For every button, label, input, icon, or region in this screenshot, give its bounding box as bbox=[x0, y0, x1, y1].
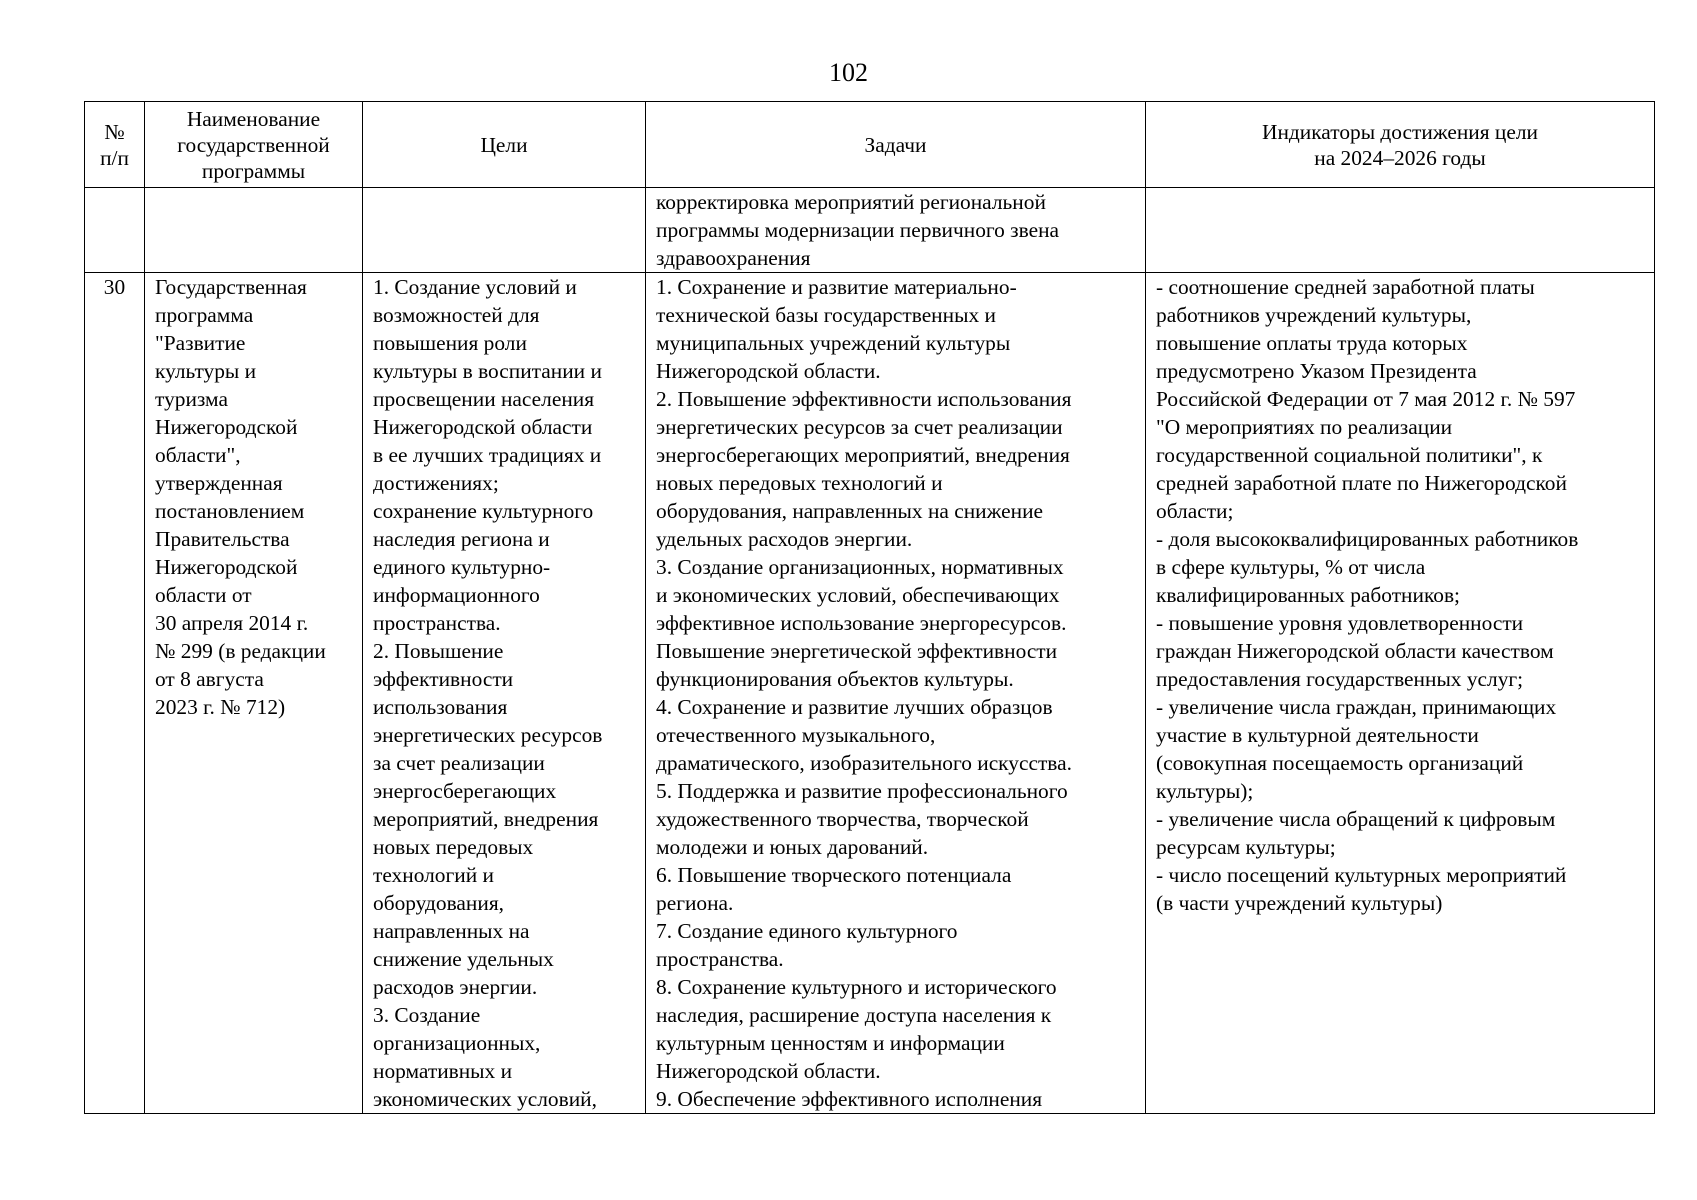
cell-tasks bbox=[646, 273, 1146, 1114]
text-line: возможностей для bbox=[373, 303, 540, 327]
text-line: программа bbox=[155, 303, 254, 327]
cell-num bbox=[85, 188, 145, 273]
text-line: - соотношение средней заработной платы bbox=[1156, 275, 1535, 299]
cell-goals bbox=[363, 188, 646, 273]
text-line: Правительства bbox=[155, 527, 290, 551]
text-line: Повышение энергетической эффективности bbox=[656, 639, 1058, 663]
text-line: повышения роли bbox=[373, 331, 527, 355]
cell-num: 30 bbox=[85, 273, 145, 1114]
text-line: отечественного музыкального, bbox=[656, 723, 936, 747]
text-line: области", bbox=[155, 443, 241, 467]
text-line: наследия, расширение доступа населения к bbox=[656, 1003, 1052, 1027]
text-line: 3. Создание организационных, нормативных bbox=[656, 555, 1064, 579]
text-line: энергетических ресурсов за счет реализации bbox=[656, 415, 1063, 439]
text-line: квалифицированных работников; bbox=[1156, 583, 1461, 607]
text-line: пространства. bbox=[656, 947, 784, 971]
text-line: функционирования объектов культуры. bbox=[656, 667, 1014, 691]
text-line: в сфере культуры, % от числа bbox=[1156, 555, 1426, 579]
text-line: работников учреждений культуры, bbox=[1156, 303, 1472, 327]
text-line: предоставления государственных услуг; bbox=[1156, 667, 1524, 691]
text-line: "Развитие bbox=[155, 331, 246, 355]
text-line: нормативных и bbox=[373, 1059, 513, 1083]
text-line: 3. Создание bbox=[373, 1003, 481, 1027]
text-line: Цели bbox=[480, 132, 528, 157]
text-line: энергосберегающих мероприятий, внедрения bbox=[656, 443, 1070, 467]
text-line: сохранение культурного bbox=[373, 499, 594, 523]
text-line: художественного творчества, творческой bbox=[656, 807, 1029, 831]
text-line: "О мероприятиях по реализации bbox=[1156, 415, 1453, 439]
text-line: постановлением bbox=[155, 499, 305, 523]
text-line: мероприятий, внедрения bbox=[373, 807, 599, 831]
text-line: Российской Федерации от 7 мая 2012 г. № 597 bbox=[1156, 387, 1576, 411]
text-line: участие в культурной деятельности bbox=[1156, 723, 1479, 747]
cell-program-name bbox=[145, 188, 363, 273]
text-line: № bbox=[104, 119, 125, 144]
text-line: драматического, изобразительного искусства. bbox=[656, 751, 1072, 775]
text-line: предусмотрено Указом Президента bbox=[1156, 359, 1477, 383]
text-line: муниципальных учреждений культуры bbox=[656, 331, 1011, 355]
text-line: оборудования, bbox=[373, 891, 505, 915]
text-line: экономических условий, bbox=[373, 1087, 597, 1111]
text-line: просвещении населения bbox=[373, 387, 595, 411]
text-line: оборудования, направленных на снижение bbox=[656, 499, 1044, 523]
text-line: - увеличение числа обращений к цифровым bbox=[1156, 807, 1556, 831]
text-line: области от bbox=[155, 583, 252, 607]
header-tasks bbox=[646, 102, 1146, 188]
text-line: Нижегородской области. bbox=[656, 359, 881, 383]
text-line: технической базы государственных и bbox=[656, 303, 996, 327]
text-line: Индикаторы достижения цели bbox=[1262, 119, 1538, 144]
text-line: области; bbox=[1156, 499, 1234, 523]
text-line: Нижегородской области bbox=[373, 415, 593, 439]
text-line: культурным ценностям и информации bbox=[656, 1031, 1005, 1055]
text-line: 2023 г. № 712) bbox=[155, 695, 286, 719]
text-line: 8. Сохранение культурного и исторического bbox=[656, 975, 1057, 999]
text-line: удельных расходов энергии. bbox=[656, 527, 913, 551]
text-line: от 8 августа bbox=[155, 667, 264, 691]
text-line: 2. Повышение эффективности использования bbox=[656, 387, 1072, 411]
cell-tasks bbox=[646, 188, 1146, 273]
text-line: новых передовых bbox=[373, 835, 534, 859]
text-line: и экономических условий, обеспечивающих bbox=[656, 583, 1060, 607]
text-line: утвержденная bbox=[155, 471, 283, 495]
text-line: информационного bbox=[373, 583, 540, 607]
text-line: за счет реализации bbox=[373, 751, 545, 775]
text-line: в ее лучших традициях и bbox=[373, 443, 602, 467]
text-line: корректировка мероприятий региональной bbox=[656, 190, 1046, 214]
text-line: новых передовых технологий и bbox=[656, 471, 943, 495]
text-line: эффективное использование энергоресурсов. bbox=[656, 611, 1067, 635]
text-line: 9. Обеспечение эффективного исполнения bbox=[656, 1087, 1043, 1111]
text-line: - повышение уровня удовлетворенности bbox=[1156, 611, 1524, 635]
table-row-continuation bbox=[85, 188, 1655, 273]
text-line: государственной bbox=[177, 132, 330, 157]
cell-program-name bbox=[145, 273, 363, 1114]
page-number: 102 bbox=[829, 58, 868, 87]
header-program-name bbox=[145, 102, 363, 188]
text-line: 5. Поддержка и развитие профессионального bbox=[656, 779, 1068, 803]
cell-indicators bbox=[1146, 273, 1655, 1114]
text-line: туризма bbox=[155, 387, 228, 411]
text-line: технологий и bbox=[373, 863, 494, 887]
text-line: культуры); bbox=[1156, 779, 1254, 803]
text-line: пространства. bbox=[373, 611, 501, 635]
text-line: культуры и bbox=[155, 359, 257, 383]
text-line: государственной социальной политики", к bbox=[1156, 443, 1543, 467]
text-line: программы модернизации первичного звена bbox=[656, 218, 1060, 242]
text-line: направленных на bbox=[373, 919, 530, 943]
header-num bbox=[85, 102, 145, 188]
text-line: энергосберегающих bbox=[373, 779, 557, 803]
cell-goals bbox=[363, 273, 646, 1114]
text-line: энергетических ресурсов bbox=[373, 723, 603, 747]
text-line: граждан Нижегородской области качеством bbox=[1156, 639, 1554, 663]
text-line: организационных, bbox=[373, 1031, 541, 1055]
text-line: 4. Сохранение и развитие лучших образцов bbox=[656, 695, 1053, 719]
text-line: наследия региона и bbox=[373, 527, 550, 551]
text-line: эффективности bbox=[373, 667, 514, 691]
text-line: культуры в воспитании и bbox=[373, 359, 602, 383]
text-line: Нижегородской bbox=[155, 555, 298, 579]
text-line: Государственная bbox=[155, 275, 307, 299]
header-goals bbox=[363, 102, 646, 188]
text-line: на 2024–2026 годы bbox=[1314, 145, 1486, 170]
text-line: региона. bbox=[656, 891, 734, 915]
text-line: (в части учреждений культуры) bbox=[1156, 891, 1443, 915]
text-line: Нижегородской bbox=[155, 415, 298, 439]
text-line: № 299 (в редакции bbox=[155, 639, 326, 663]
cell-indicators bbox=[1146, 188, 1655, 273]
text-line: программы bbox=[201, 158, 306, 183]
header-indicators bbox=[1146, 102, 1655, 188]
text-line: достижениях; bbox=[373, 471, 499, 495]
text-line: - доля высококвалифицированных работников bbox=[1156, 527, 1579, 551]
text-line: расходов энергии. bbox=[373, 975, 538, 999]
text-line: - увеличение числа граждан, принимающих bbox=[1156, 695, 1557, 719]
text-line: (совокупная посещаемость организаций bbox=[1156, 751, 1524, 775]
programs-table bbox=[84, 101, 1655, 1114]
text-line: здравоохранения bbox=[656, 246, 811, 270]
text-line: 6. Повышение творческого потенциала bbox=[656, 863, 1012, 887]
text-line: повышение оплаты труда которых bbox=[1156, 331, 1468, 355]
table-header-row bbox=[85, 102, 1655, 188]
text-line: п/п bbox=[100, 145, 129, 170]
text-line: 1. Сохранение и развитие материально- bbox=[656, 275, 1017, 299]
text-line: единого культурно- bbox=[373, 555, 551, 579]
text-line: Нижегородской области. bbox=[656, 1059, 881, 1083]
text-line: ресурсам культуры; bbox=[1156, 835, 1336, 859]
text-line: 30 апреля 2014 г. bbox=[155, 611, 309, 635]
text-line: 1. Создание условий и bbox=[373, 275, 577, 299]
text-line: средней заработной плате по Нижегородской bbox=[1156, 471, 1567, 495]
text-line: - число посещений культурных мероприятий bbox=[1156, 863, 1567, 887]
text-line: снижение удельных bbox=[373, 947, 554, 971]
text-line: 2. Повышение bbox=[373, 639, 504, 663]
table-row-30 bbox=[85, 273, 1655, 1114]
text-line: Наименование bbox=[186, 106, 321, 131]
text-line: молодежи и юных дарований. bbox=[656, 835, 929, 859]
text-line: 7. Создание единого культурного bbox=[656, 919, 958, 943]
text-line: Задачи bbox=[864, 132, 927, 157]
text-line: использования bbox=[373, 695, 508, 719]
